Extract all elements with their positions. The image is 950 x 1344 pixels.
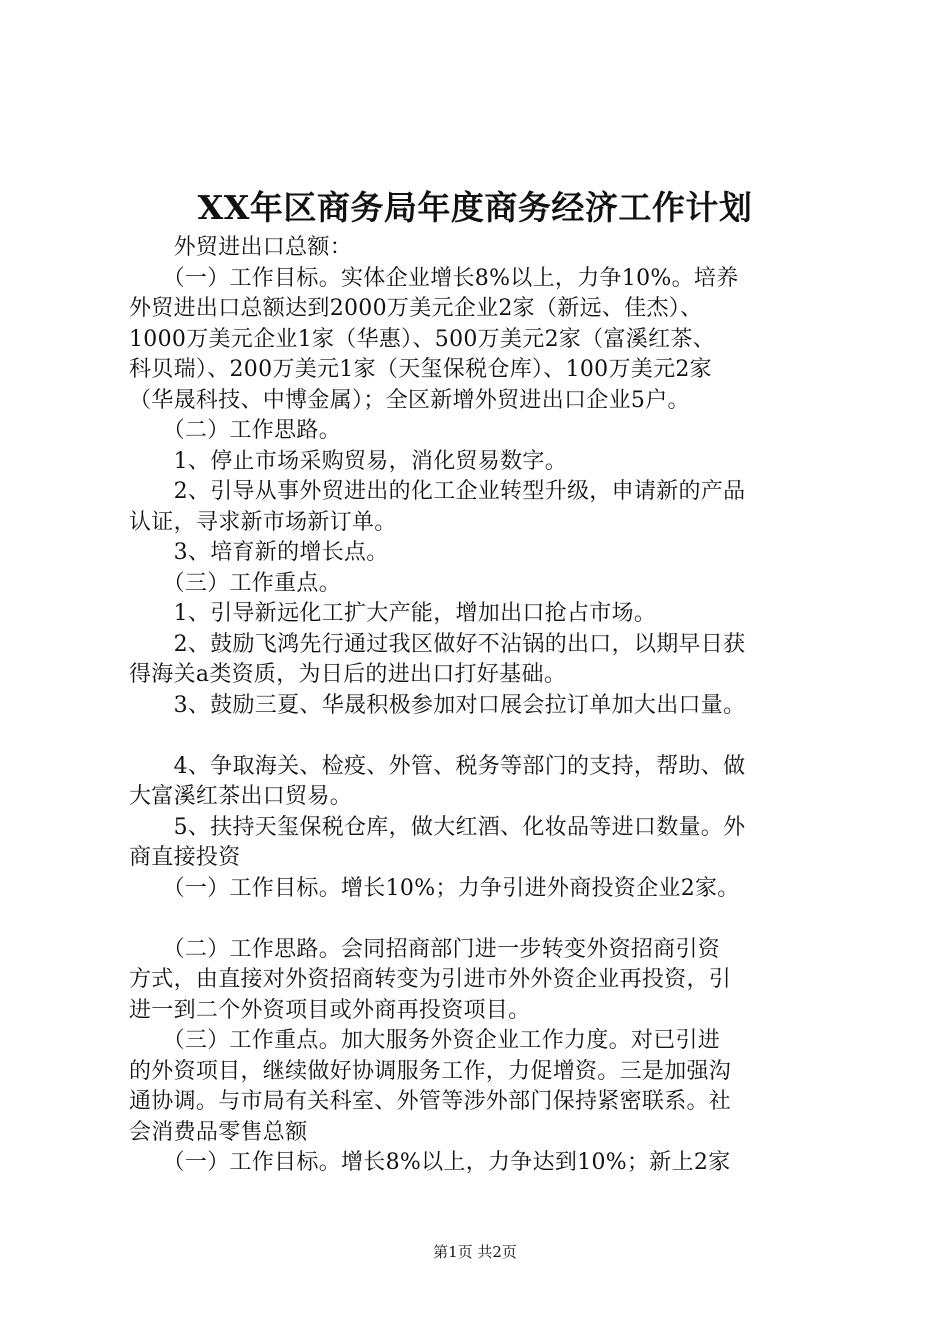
text-line: 1、引导新远化工扩大产能，增加出口抢占市场。 — [129, 601, 657, 626]
text-line: （三）工作重点。加大服务外资企业工作力度。对已引进 — [129, 1028, 721, 1053]
text-line: 4、争取海关、检疫、外管、税务等部门的支持，帮助、做 — [129, 753, 746, 779]
text-line: 3、鼓励三夏、华晟积极参加对口展会拉订单加大出口量。 — [129, 692, 746, 718]
text-line: 的外资项目，继续做好协调服务工作，力促增资。三是加强沟 — [129, 1058, 732, 1084]
text-line: 外贸进出口总额： — [129, 235, 353, 260]
text-line: （一）工作目标。增长10%；力争引进外商投资企业2家。 — [129, 875, 740, 901]
document-body — [129, 233, 829, 1179]
text-line: 5、扶持天玺保税仓库，做大红酒、化妆品等进口数量。外 — [129, 814, 746, 840]
text-line: （一）工作目标。增长8%以上，力争达到10%；新上2家 — [129, 1150, 731, 1175]
text-line: 2、引导从事外贸进出的化工企业转型升级，申请新的产品 — [129, 479, 746, 504]
text-line: 科贝瑞）、200万美元1家（天玺保税仓库）、100万美元2家 — [129, 357, 712, 382]
text-line: 大富溪红茶出口贸易。 — [129, 784, 353, 809]
text-line: 会消费品零售总额 — [129, 1119, 308, 1145]
text-line: （华晟科技、中博金属）；全区新增外贸进出口企业5户。 — [129, 387, 690, 413]
text-line: （二）工作思路。 — [129, 418, 342, 443]
text-line: 1、停止市场采购贸易，消化贸易数字。 — [129, 448, 567, 474]
text-line: （三）工作重点。 — [129, 570, 342, 596]
text-line: 认证，寻求新市场新订单。 — [129, 509, 397, 535]
text-line: 进一到二个外资项目或外商再投资项目。 — [129, 997, 531, 1023]
text-line: 方式，由直接对外资招商转变为引进市外外资企业再投资，引 — [129, 967, 732, 992]
text-line: （二）工作思路。会同招商部门进一步转变外资招商引资 — [129, 936, 721, 962]
text-line: （一）工作目标。实体企业增长8%以上，力争10%。培养 — [129, 265, 739, 291]
text-line: 商直接投资 — [129, 845, 241, 870]
text-line: 得海关a类资质，为日后的进出口打好基础。 — [129, 662, 567, 687]
text-line: 通协调。与市局有关科室、外管等涉外部门保持紧密联系。社 — [129, 1089, 732, 1114]
document-title: XX年区商务局年度商务经济工作计划 — [197, 188, 753, 227]
text-line: 1000万美元企业1家（华惠）、500万美元2家（富溪红茶、 — [129, 326, 715, 352]
page-footer: 第1页 共2页 — [433, 1243, 517, 1261]
text-line: 外贸进出口总额达到2000万美元企业2家（新远、佳杰）、 — [129, 296, 703, 321]
text-line: 2、鼓励飞鸿先行通过我区做好不沾锅的出口，以期早日获 — [129, 631, 746, 657]
blank-line — [129, 904, 829, 935]
blank-line — [129, 721, 829, 752]
text-line: 3、培育新的增长点。 — [129, 540, 389, 565]
